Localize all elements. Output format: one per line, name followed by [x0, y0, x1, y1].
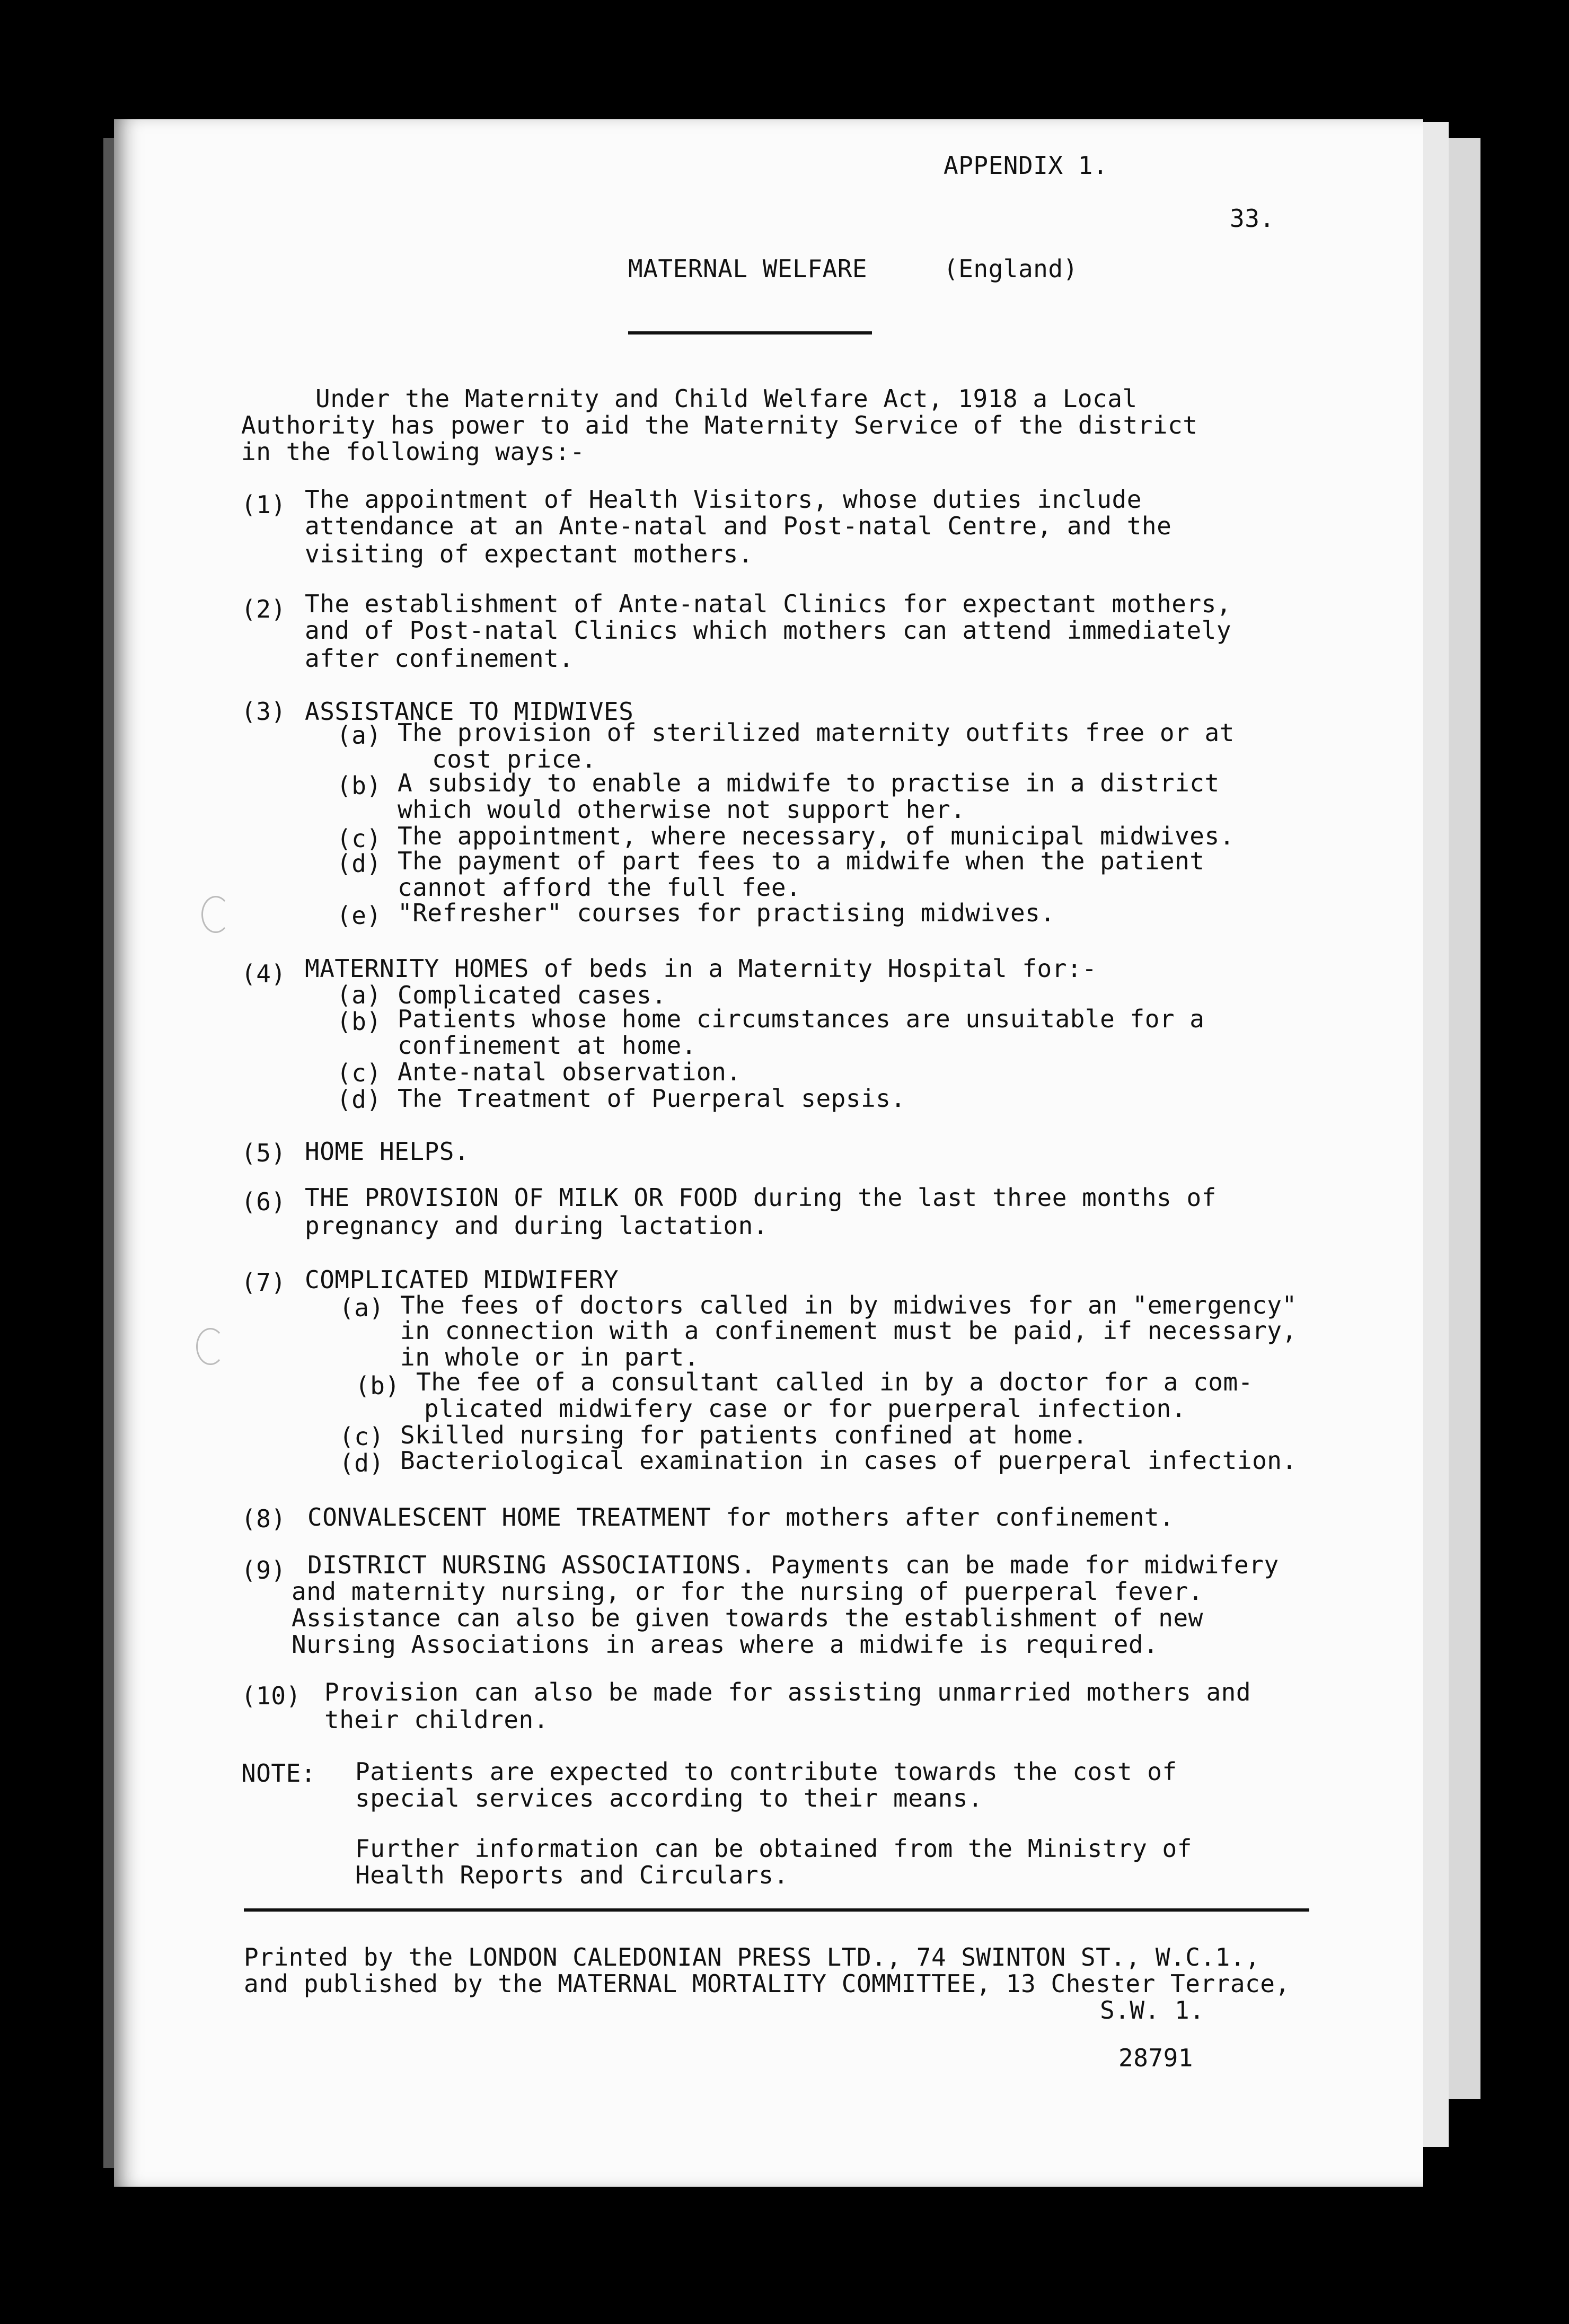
item-line: HOME HELPS. — [305, 1137, 470, 1166]
intro-line: Authority has power to aid the Maternity Service of the district — [241, 411, 1198, 439]
title-country: (England) — [944, 254, 1078, 283]
sub-line: cost price. — [432, 745, 597, 773]
sub-line: "Refresher" courses for practising midwives. — [398, 899, 1055, 927]
item-line: attendance at an Ante-natal and Post-natal Centre, and the — [305, 512, 1172, 540]
item-line: and maternity nursing, or for the nursing of puerperal fever. — [292, 1577, 1203, 1606]
document-code: 28791 — [1118, 2044, 1193, 2072]
printer-line: and published by the MATERNAL MORTALITY COMMITTEE, 13 Chester Terrace, — [244, 1969, 1290, 1998]
item-line: THE PROVISION OF MILK OR FOOD during the last three months of — [305, 1183, 1217, 1212]
sub-line: in connection with a confinement must be paid, if necessary, — [400, 1316, 1297, 1345]
item-heading: MATERNITY HOMES of beds in a Maternity Hospital for:- — [305, 954, 1097, 983]
item-line: DISTRICT NURSING ASSOCIATIONS. Payments can be made for midwifery — [307, 1551, 1279, 1579]
sub-label: (b) — [355, 1371, 400, 1400]
item-line: after confinement. — [305, 644, 574, 673]
sub-line: Patients whose home circumstances are unsuitable for a — [398, 1005, 1205, 1033]
item-number: (3) — [241, 697, 286, 726]
punch-hole — [196, 1328, 225, 1365]
sub-label: (b) — [337, 1007, 382, 1036]
item-line: their children. — [324, 1705, 549, 1734]
item-number: (8) — [241, 1504, 286, 1533]
note-line: special services according to their means. — [355, 1784, 983, 1812]
item-number: (6) — [241, 1187, 286, 1216]
item-number: (5) — [241, 1139, 286, 1167]
item-line: Nursing Associations in areas where a midwife is required. — [292, 1630, 1159, 1659]
sub-line: The appointment, where necessary, of municipal midwives. — [398, 822, 1235, 850]
note-label: NOTE: — [241, 1759, 316, 1788]
sub-label: (d) — [337, 849, 382, 878]
item-line: Assistance can also be given towards the establishment of new — [292, 1604, 1203, 1632]
sub-label: (c) — [337, 824, 382, 853]
item-number: (2) — [241, 595, 286, 623]
sub-label: (d) — [337, 1085, 382, 1114]
item-number: (9) — [241, 1556, 286, 1584]
item-line: visiting of expectant mothers. — [305, 540, 753, 568]
item-line: and of Post-natal Clinics which mothers can attend immediately — [305, 616, 1232, 645]
sub-label: (a) — [337, 981, 382, 1009]
sub-label: (a) — [339, 1293, 384, 1322]
sub-line: Ante-natal observation. — [398, 1058, 742, 1086]
intro-line: Under the Maternity and Child Welfare Act, 1918 a Local — [315, 384, 1138, 413]
item-number: (1) — [241, 490, 286, 519]
sub-line: The payment of part fees to a midwife when the patient — [398, 847, 1205, 875]
sub-label: (c) — [337, 1059, 382, 1087]
item-line: The appointment of Health Visitors, whose duties include — [305, 485, 1142, 514]
appendix-label: APPENDIX 1. — [944, 151, 1108, 180]
sub-line: confinement at home. — [398, 1031, 697, 1060]
sub-label: (a) — [337, 721, 382, 750]
sub-label: (b) — [337, 771, 382, 800]
note-further-line: Further information can be obtained from the Ministry of — [355, 1834, 1192, 1863]
item-number: (10) — [241, 1682, 301, 1710]
item-heading: COMPLICATED MIDWIFERY — [305, 1265, 619, 1294]
sub-line: Complicated cases. — [398, 981, 667, 1009]
note-further-line: Health Reports and Circulars. — [355, 1861, 789, 1889]
printer-line: Printed by the LONDON CALEDONIAN PRESS LTD., 74 SWINTON ST., W.C.1., — [244, 1943, 1261, 1971]
item-number: (4) — [241, 959, 286, 988]
sub-line: A subsidy to enable a midwife to practise in a district — [398, 769, 1220, 797]
sub-label: (c) — [339, 1422, 384, 1451]
sub-line: The provision of sterilized maternity outfits free or at — [398, 718, 1235, 747]
title-underline — [628, 331, 872, 334]
intro-line: in the following ways:- — [241, 437, 585, 466]
sub-label: (e) — [337, 901, 382, 930]
page-title: MATERNAL WELFARE — [628, 254, 868, 283]
note-line: Patients are expected to contribute towards the cost of — [355, 1757, 1177, 1786]
item-line: The establishment of Ante-natal Clinics for expectant mothers, — [305, 589, 1232, 618]
item-line: Provision can also be made for assisting unmarried mothers and — [324, 1678, 1251, 1706]
printer-line: S.W. 1. — [1100, 1996, 1205, 2024]
item-line: pregnancy and during lactation. — [305, 1211, 769, 1240]
sub-line: in whole or in part. — [400, 1343, 699, 1371]
item-number: (7) — [241, 1268, 286, 1297]
sub-line: plicated midwifery case or for puerperal infection. — [424, 1394, 1186, 1423]
item-heading: ASSISTANCE TO MIDWIVES — [305, 697, 634, 726]
sub-line: The Treatment of Puerperal sepsis. — [398, 1084, 906, 1113]
item-line: CONVALESCENT HOME TREATMENT for mothers after confinement. — [307, 1503, 1175, 1531]
sub-line: Bacteriological examination in cases of puerperal infection. — [400, 1446, 1297, 1475]
sub-line: Skilled nursing for patients confined at home. — [400, 1421, 1088, 1449]
sub-line: The fees of doctors called in by midwives for an "emergency" — [400, 1291, 1297, 1319]
footer-rule — [244, 1908, 1309, 1912]
page-number: 33. — [1230, 204, 1275, 233]
punch-hole — [201, 896, 230, 933]
sub-line: The fee of a consultant called in by a doctor for a com- — [416, 1368, 1253, 1396]
sub-line: cannot afford the full fee. — [398, 873, 801, 902]
sub-label: (d) — [339, 1449, 384, 1477]
sub-line: which would otherwise not support her. — [398, 795, 966, 824]
